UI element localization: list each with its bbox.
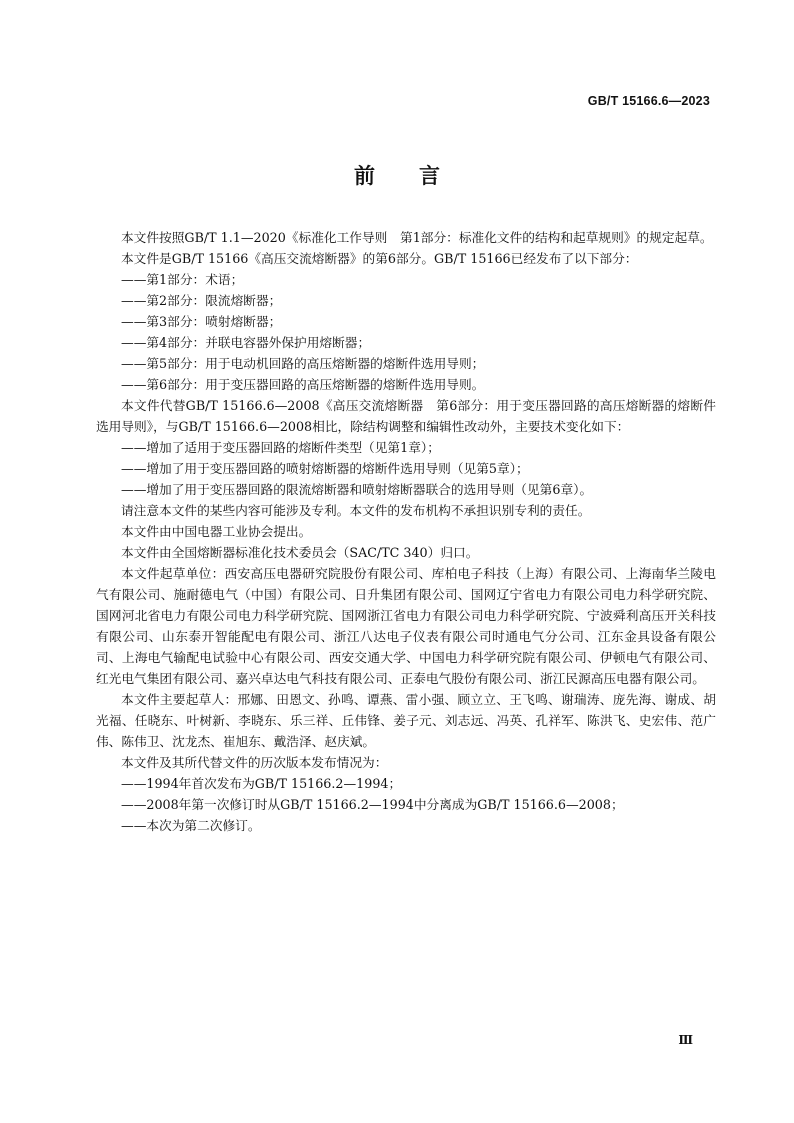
- standard-number: GB/T 15166.6—2023: [587, 94, 710, 108]
- paragraph-replaces: 本文件代替GB/T 15166.6—2008《高压交流熔断器 第6部分：用于变压器回路的高压熔断器的熔断件选用导则》，与GB/T 15166.6—2008相比，除结构调整和编辑性改动外，主要技术变化如下：: [96, 398, 716, 434]
- list-item-change: ——增加了用于变压器回路的限流熔断器和喷射熔断器联合的选用导则（见第6章）。: [121, 482, 593, 497]
- title-char-1: 前: [354, 164, 375, 188]
- list-item-history: ——1994年首次发布为GB/T 15166.2—1994；: [121, 776, 402, 791]
- title-char-2: 言: [419, 164, 440, 188]
- list-item-change: ——增加了适用于变压器回路的熔断件类型（见第1章）；: [121, 440, 440, 455]
- paragraph-drafters: 本文件主要起草人：邢娜、田恩文、孙鸣、谭燕、雷小强、顾立立、王飞鸣、谢瑞涛、庞先海、谢成、胡光福、任晓东、叶树新、李晓东、乐三祥、丘伟锋、姜子元、刘志远、冯英、孔祥军、陈洪飞、史宏伟、范广伟、陈伟卫、沈龙杰、崔旭东、戴浩泽、赵庆斌。: [96, 692, 716, 749]
- foreword-body: [96, 227, 716, 836]
- paragraph-drafting-rules: 本文件按照GB/T 1.1—2020《标准化工作导则 第1部分：标准化文件的结构和起草规则》的规定起草。: [121, 230, 713, 245]
- list-item-part: ——第3部分：喷射熔断器；: [121, 314, 282, 329]
- list-item-part: ——第6部分：用于变压器回路的高压熔断器的熔断件选用导则。: [121, 377, 485, 392]
- list-item-part: ——第4部分：并联电容器外保护用熔断器；: [121, 335, 371, 350]
- list-item-part: ——第2部分：限流熔断器；: [121, 293, 282, 308]
- list-item-part: ——第1部分：术语；: [121, 272, 244, 287]
- list-item-part: ——第5部分：用于电动机回路的高压熔断器的熔断件选用导则；: [121, 356, 485, 371]
- paragraph-patent-notice: 请注意本文件的某些内容可能涉及专利。本文件的发布机构不承担识别专利的责任。: [121, 503, 591, 518]
- page-title: [0, 160, 794, 190]
- paragraph-drafting-units: 本文件起草单位：西安高压电器研究院股份有限公司、库柏电子科技（上海）有限公司、上海南华兰陵电气有限公司、施耐德电气（中国）有限公司、日升集团有限公司、国网辽宁省电力有限公司电力科学研究院、国网河北省电力有限公司电力科学研究院、国网浙江省电力有限公司电力科学研究院、宁波舜利高压开关科技有限公司、山东泰开智能配电有限公司、浙江八达电子仪表有限公司时通电气分公司、江东金具设备有限公司、上海电气输配电试验中心有限公司、西安交通大学、中国电力科学研究院有限公司、伊顿电气有限公司、红光电气集团有限公司、嘉兴卓达电气科技有限公司、正泰电气股份有限公司、浙江民源高压电器有限公司。: [96, 566, 716, 686]
- paragraph-proposed-by: 本文件由中国电器工业协会提出。: [121, 524, 312, 539]
- page-number: Ⅲ: [678, 1033, 693, 1047]
- paragraph-history-intro: 本文件及其所代替文件的历次版本发布情况为：: [121, 755, 388, 770]
- list-item-history: ——本次为第二次修订。: [121, 818, 261, 833]
- list-item-history: ——2008年第一次修订时从GB/T 15166.2—1994中分离成为GB/T 15166.6—2008；: [121, 797, 624, 812]
- paragraph-committee: 本文件由全国熔断器标准化技术委员会（SAC/TC 340）归口。: [121, 545, 479, 560]
- list-item-change: ——增加了用于变压器回路的喷射熔断器的熔断件选用导则（见第5章）；: [121, 461, 529, 476]
- paragraph-series-intro: 本文件是GB/T 15166《高压交流熔断器》的第6部分。GB/T 15166已经发布了以下部分：: [121, 251, 638, 266]
